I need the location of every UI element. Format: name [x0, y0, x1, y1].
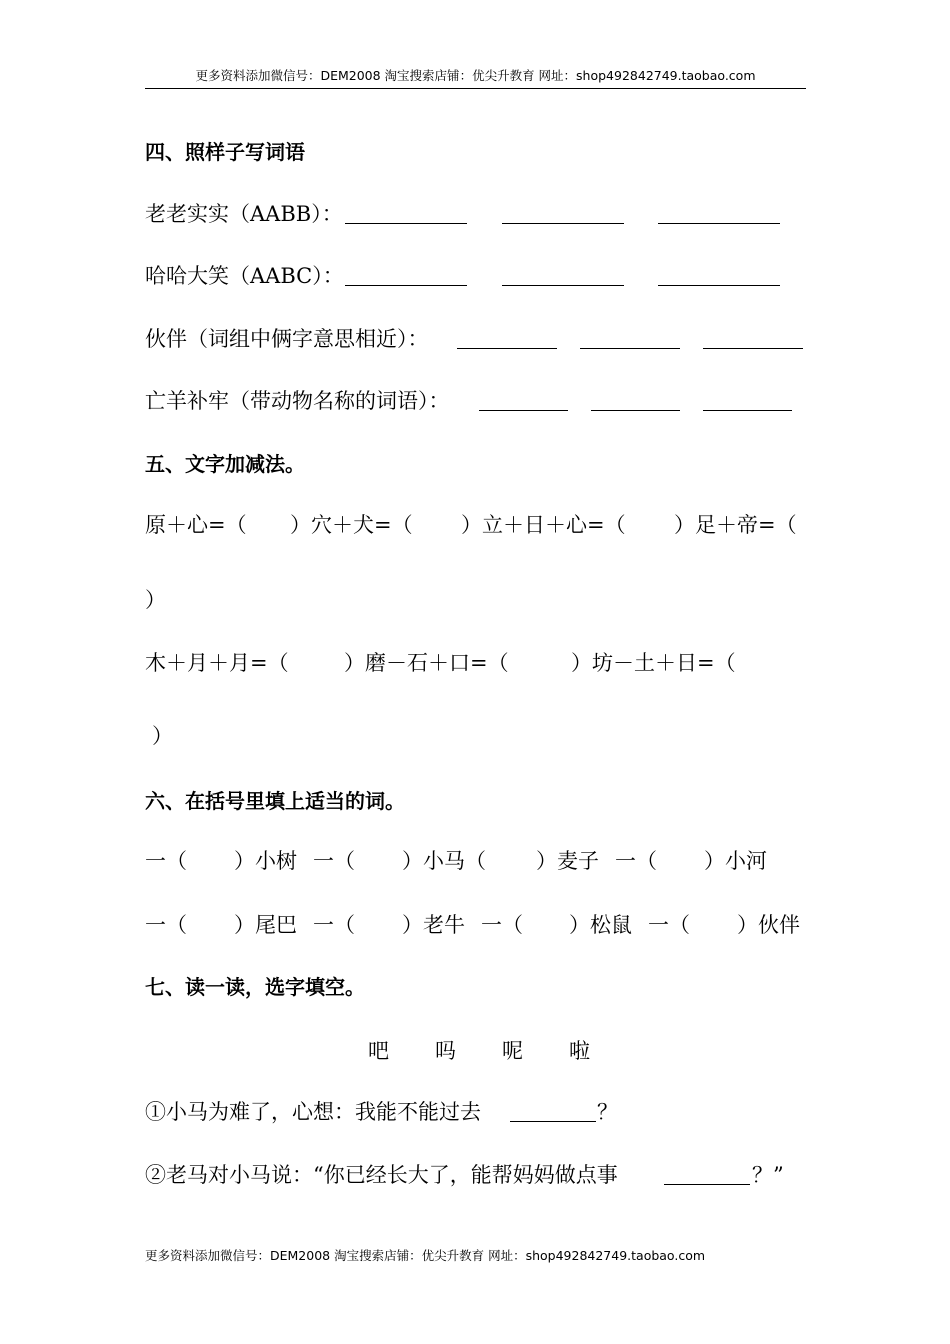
choice-word: 呢 [502, 1039, 523, 1063]
answer-blank[interactable] [502, 265, 624, 286]
fill-item: ）小树 [234, 849, 297, 873]
fill-item: 一（ [648, 913, 690, 937]
row-prompt: 伙伴（词组中俩字意思相近）： [145, 327, 429, 351]
row-prompt: 哈哈大笑（AABC）： [145, 264, 344, 288]
equation: ）磨－石＋口=（ [344, 651, 509, 675]
fill-item: ）伙伴 [737, 913, 800, 937]
fill-item: 一（ [145, 849, 187, 873]
answer-blank[interactable] [345, 265, 467, 286]
choice-word: 吧 [368, 1039, 389, 1063]
fill-item: 一（ [313, 913, 355, 937]
equation: ）坊－土＋日=（ [571, 651, 736, 675]
fill-item: ）麦子 [536, 849, 599, 873]
question-2-end: ？” [752, 1163, 784, 1187]
footer-text: 更多资料添加微信号：DEM2008 淘宝搜索店铺：优尖升教育 网址：shop492842749.taobao.com [145, 1248, 706, 1263]
fill-item: 一（ [615, 849, 657, 873]
section-6-title: 六、在括号里填上适当的词。 [145, 789, 405, 813]
page-footer [145, 1246, 806, 1264]
fill-item: ）老牛 [402, 913, 465, 937]
equation: 木＋月＋月=（ [145, 651, 289, 675]
equation: ）足＋帝=（ [674, 513, 797, 537]
answer-blank[interactable] [502, 203, 624, 224]
equation: ）立＋日＋心=（ [461, 513, 626, 537]
answer-blank[interactable] [457, 328, 557, 349]
header-text: 更多资料添加微信号：DEM2008 淘宝搜索店铺：优尖升教育 网址：shop492842749.taobao.com [195, 68, 756, 83]
question-1-end: ？ [597, 1100, 618, 1124]
choice-word: 啦 [569, 1039, 590, 1063]
answer-blank[interactable] [658, 203, 780, 224]
fill-item: ）松鼠 [569, 913, 632, 937]
section-4-row-4 [145, 386, 450, 416]
equation-close: ） [145, 588, 166, 612]
section-5-title: 五、文字加减法。 [145, 452, 305, 476]
section-4-row-3 [145, 324, 429, 354]
equation-close: ） [152, 724, 173, 748]
answer-blank[interactable] [658, 265, 780, 286]
question-2: ②老马对小马说：“你已经长大了，能帮妈妈做点事 [145, 1163, 618, 1187]
fill-item: ）小马（ [402, 849, 486, 873]
section-4-row-1 [145, 199, 343, 229]
fill-item: 一（ [145, 913, 187, 937]
fill-item: ）小河 [704, 849, 767, 873]
answer-blank[interactable] [703, 328, 803, 349]
fill-item: 一（ [481, 913, 523, 937]
section-4-row-2 [145, 261, 344, 291]
row-prompt: 老老实实（AABB）： [145, 202, 343, 226]
answer-blank[interactable] [703, 390, 792, 411]
answer-blank[interactable] [510, 1101, 596, 1122]
section-7-title: 七、读一读，选字填空。 [145, 975, 365, 999]
fill-item: ）尾巴 [234, 913, 297, 937]
section-4-title: 四、照样子写词语 [145, 140, 305, 164]
answer-blank[interactable] [345, 203, 467, 224]
answer-blank[interactable] [479, 390, 568, 411]
fill-item: 一（ [313, 849, 355, 873]
equation: ）穴＋犬=（ [290, 513, 413, 537]
page-header [145, 66, 806, 89]
row-prompt: 亡羊补牢（带动物名称的词语）： [145, 389, 450, 413]
question-1: ①小马为难了，心想：我能不能过去 [145, 1100, 481, 1124]
choice-word: 吗 [435, 1039, 456, 1063]
answer-blank[interactable] [664, 1164, 750, 1185]
answer-blank[interactable] [591, 390, 680, 411]
equation: 原＋心=（ [145, 513, 247, 537]
answer-blank[interactable] [580, 328, 680, 349]
